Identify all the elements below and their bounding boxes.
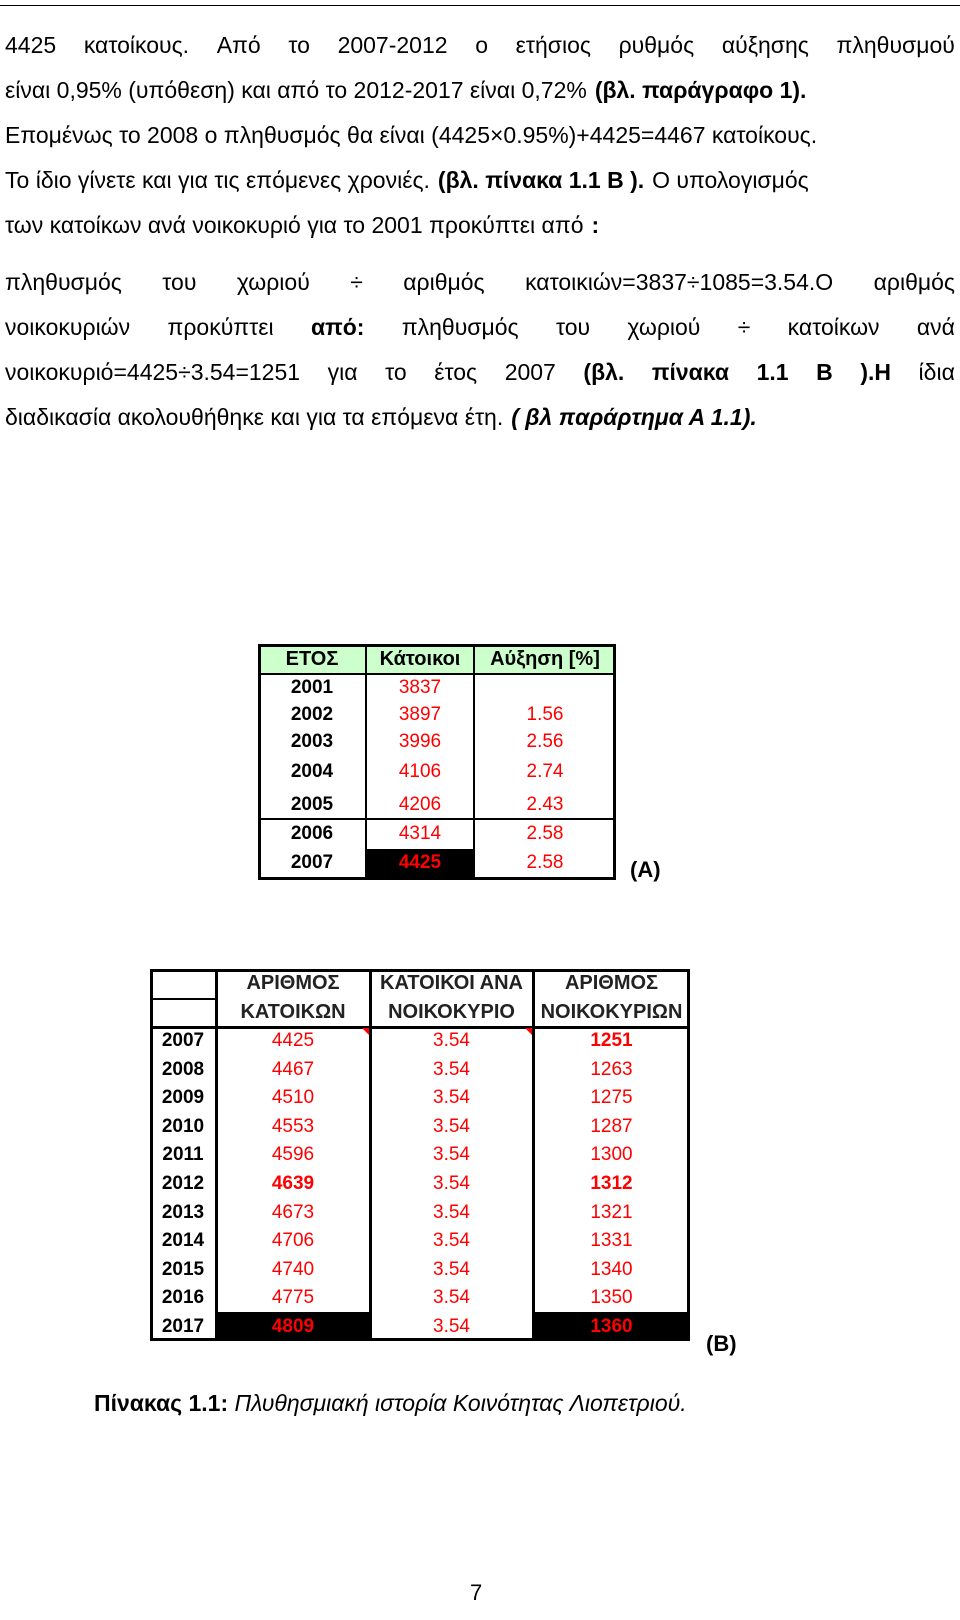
table-a-cell: 3837 xyxy=(398,676,442,698)
word: ανά xyxy=(916,314,955,340)
table-b-cell: 3.54 xyxy=(433,1030,470,1052)
word: ρυθμός xyxy=(618,32,695,58)
word: 2007 xyxy=(504,359,556,385)
table-a-header-line xyxy=(258,673,616,675)
word: ο xyxy=(475,32,488,58)
table-a-cell: 2005 xyxy=(290,793,334,815)
word: ).Η xyxy=(860,359,891,385)
table-b-header-cell: ΝΟΙΚΟΚΥΡΙΩΝ xyxy=(540,1001,683,1023)
paragraph-2-line-3 xyxy=(5,350,955,395)
text: Ο υπολογισμός xyxy=(652,167,809,193)
word: έτος xyxy=(434,359,478,385)
word: 4425 xyxy=(5,32,57,58)
text: διαδικασία ακολουθήθηκε και για τα επόμενα έτη. xyxy=(5,404,504,430)
word: το xyxy=(288,32,310,58)
table-a-header-cell: ΕΤΟΣ xyxy=(285,647,339,670)
caption-label: Πίνακας 1.1: xyxy=(94,1390,229,1416)
word: κατοικιών=3837÷1085=3.54.Ο xyxy=(525,269,834,295)
word: χωριού xyxy=(236,269,310,295)
table-b-cell: 3.54 xyxy=(433,1087,470,1109)
table-b-cell: 4775 xyxy=(271,1287,315,1309)
table-b-cell: 1350 xyxy=(590,1287,633,1309)
table-b-column-line xyxy=(532,969,535,1341)
table-a-cell: 4425 xyxy=(398,851,442,873)
table-b-cell: 4673 xyxy=(271,1201,315,1223)
table-b-cell: 4510 xyxy=(271,1087,315,1109)
header-rule xyxy=(0,5,960,6)
paragraph-1-line-3 xyxy=(5,113,955,158)
table-a-cell: 2.56 xyxy=(526,730,564,752)
table-a-column-line xyxy=(365,644,367,880)
table-b-column-line xyxy=(215,969,218,1341)
table-b-header-cell: ΑΡΙΘΜΟΣ xyxy=(564,972,659,994)
table-b-cell: 2017 xyxy=(161,1315,205,1337)
reference: (βλ. πίνακα 1.1 Β ). xyxy=(437,167,645,193)
word: ÷ xyxy=(737,314,751,340)
text: Επομένως το 2008 ο πληθυσμός θα είναι (4425×0.95%)+4425=4467 κατοίκους. xyxy=(5,122,818,148)
table-b-cell: 1340 xyxy=(590,1258,633,1280)
table-b-cell: 2010 xyxy=(161,1115,205,1137)
table-b-cell: 3.54 xyxy=(433,1144,470,1166)
table-b-cell: 2015 xyxy=(161,1258,205,1280)
table-a-header-cell: Κάτοικοι xyxy=(379,647,461,670)
table-a-cell: 3897 xyxy=(398,703,442,725)
text: Το ίδιο γίνετε και για τις επόμενες χρονιές. xyxy=(5,167,430,193)
table-b-cell: 1321 xyxy=(590,1201,633,1223)
table-b-header-line xyxy=(150,1026,690,1029)
word: 1.1 xyxy=(756,359,789,385)
comment-marker-icon xyxy=(362,1028,369,1035)
table-b-cell: 2016 xyxy=(161,1287,205,1309)
table-b-cell: 4596 xyxy=(271,1144,315,1166)
table-a-cell: 4206 xyxy=(398,793,442,815)
table-b-cell: 4740 xyxy=(271,1258,315,1280)
word: Β xyxy=(816,359,833,385)
table-b-cell: 2007 xyxy=(161,1030,205,1052)
table-b-cell: 4425 xyxy=(271,1030,315,1052)
word: από: xyxy=(310,314,365,340)
word: πληθυσμός xyxy=(5,269,122,295)
table-b-cell: 2011 xyxy=(162,1144,204,1166)
table-a-cell: 4314 xyxy=(398,823,442,844)
table-a-cell: 2.58 xyxy=(526,851,564,873)
table-b-cell: 2012 xyxy=(161,1172,205,1194)
word: ετήσιος xyxy=(515,32,591,58)
table-b-cell: 4553 xyxy=(271,1115,315,1137)
word: πίνακα xyxy=(651,359,730,385)
table-a-border xyxy=(258,644,616,880)
word: του xyxy=(162,269,197,295)
table-b-border xyxy=(150,969,690,1341)
caption-text: Πλυθησμιακή ιστορία Κοινότητας Λιοπετριού. xyxy=(234,1390,687,1416)
table-a-label: (A) xyxy=(630,857,661,882)
table-a-column-line xyxy=(473,644,475,880)
table-b-cell: 1331 xyxy=(590,1230,633,1252)
paragraph-1-line-1 xyxy=(5,23,955,68)
table-b-label: (B) xyxy=(706,1331,737,1356)
word: κατοίκων xyxy=(787,314,880,340)
table-a-cell: 2002 xyxy=(290,703,334,725)
word: ίδια xyxy=(918,359,955,385)
table-b-cell: 3.54 xyxy=(433,1258,470,1280)
table-b-cell: 3.54 xyxy=(433,1315,470,1337)
table-b-cell: 2013 xyxy=(161,1201,205,1223)
table-b-corner-line xyxy=(150,998,216,1000)
table-b-cell: 1263 xyxy=(590,1058,633,1080)
word: αύξησης xyxy=(721,32,809,58)
table-b-cell: 1251 xyxy=(590,1030,633,1052)
paragraph-1-line-4 xyxy=(5,158,955,203)
table-b-cell: 3.54 xyxy=(433,1230,470,1252)
table-b-cell: 3.54 xyxy=(433,1172,470,1194)
paragraph-2-line-1 xyxy=(5,260,955,305)
word: κατοίκους. xyxy=(83,32,190,58)
table-a-cell: 3996 xyxy=(398,730,442,752)
word: νοικοκυριό=4425÷3.54=1251 xyxy=(5,359,301,385)
table-b-cell: 1360 xyxy=(590,1315,633,1337)
table-a-cell: 2003 xyxy=(290,730,334,752)
word: του xyxy=(555,314,591,340)
paragraph-2 xyxy=(5,260,955,440)
table-b-cell: 2009 xyxy=(161,1087,205,1109)
table-b-header-cell: ΚΑΤΟΙΚΩΝ xyxy=(240,1001,346,1023)
word: πληθυσμού xyxy=(836,32,955,58)
word: πληθυσμός xyxy=(401,314,519,340)
table-a-cell: 2004 xyxy=(290,760,334,782)
text: των κατοίκων ανά νοικοκυριό για το 2001 προκύπτει από xyxy=(5,212,584,238)
table-b-cell: 2008 xyxy=(161,1058,205,1080)
table-a-cell: 2006 xyxy=(290,823,334,844)
word: νοικοκυριών xyxy=(5,314,131,340)
table-a-cell: 2001 xyxy=(290,676,334,698)
colon: : xyxy=(591,212,600,238)
table-b-header-cell: ΑΡΙΘΜΟΣ xyxy=(246,972,340,994)
word: για xyxy=(327,359,358,385)
paragraph-2-line-4 xyxy=(5,395,955,440)
page-number: 7 xyxy=(470,1580,483,1605)
table-b-cell: 4639 xyxy=(271,1172,315,1194)
table-b-cell: 3.54 xyxy=(433,1287,470,1309)
text: είναι 0,95% (υπόθεση) και από το 2012-2017 είναι 0,72% xyxy=(5,77,587,103)
paragraph-2-line-2 xyxy=(5,305,955,350)
word: χωριού xyxy=(627,314,701,340)
table-b-cell: 3.54 xyxy=(433,1058,470,1080)
word: αριθμός xyxy=(403,269,485,295)
table-b-cell: 2014 xyxy=(161,1230,205,1252)
table-caption xyxy=(94,1390,687,1417)
table-a-cell: 2.58 xyxy=(526,823,564,844)
word: ÷ xyxy=(350,269,363,295)
paragraph-1-line-5 xyxy=(5,203,955,248)
word: Από xyxy=(216,32,261,58)
table-a-cell: 2.43 xyxy=(526,793,564,815)
word: προκύπτει xyxy=(167,314,274,340)
table-b-column-line xyxy=(369,969,372,1341)
table-b-cell: 4467 xyxy=(271,1058,315,1080)
word: 2007-2012 xyxy=(337,32,448,58)
paragraph-1-line-2 xyxy=(5,68,955,113)
paragraph-1 xyxy=(5,23,955,248)
word: το xyxy=(385,359,407,385)
appendix-reference: ( βλ παράρτημα Α 1.1). xyxy=(511,404,757,430)
comment-marker-icon xyxy=(525,1028,532,1035)
table-b-cell: 1312 xyxy=(590,1172,633,1194)
table-b-cell: 1287 xyxy=(590,1115,633,1137)
word: αριθμός xyxy=(873,269,955,295)
table-a-cell: 1.56 xyxy=(526,703,564,725)
table-b-cell: 4809 xyxy=(271,1315,315,1337)
table-a-cell: 2007 xyxy=(290,851,334,873)
table-b-cell: 1300 xyxy=(590,1144,633,1166)
table-b-cell: 1275 xyxy=(590,1087,633,1109)
reference: (βλ. παράγραφο 1). xyxy=(594,77,807,103)
table-a-cell: 2.74 xyxy=(526,760,564,782)
table-b-cell: 3.54 xyxy=(433,1115,470,1137)
table-b-cell: 4706 xyxy=(271,1230,315,1252)
table-b-cell: 3.54 xyxy=(433,1201,470,1223)
table-a-row-line xyxy=(258,818,616,820)
table-a-cell: 4106 xyxy=(398,760,442,782)
word: (βλ. xyxy=(583,359,625,385)
table-b-header-cell: ΚΑΤΟΙΚΟΙ ΑΝΑ xyxy=(380,972,523,994)
table-a-header-cell: Αύξηση [%] xyxy=(490,647,600,670)
table-b-header-cell: ΝΟΙΚΟΚΥΡΙΟ xyxy=(388,1001,515,1023)
